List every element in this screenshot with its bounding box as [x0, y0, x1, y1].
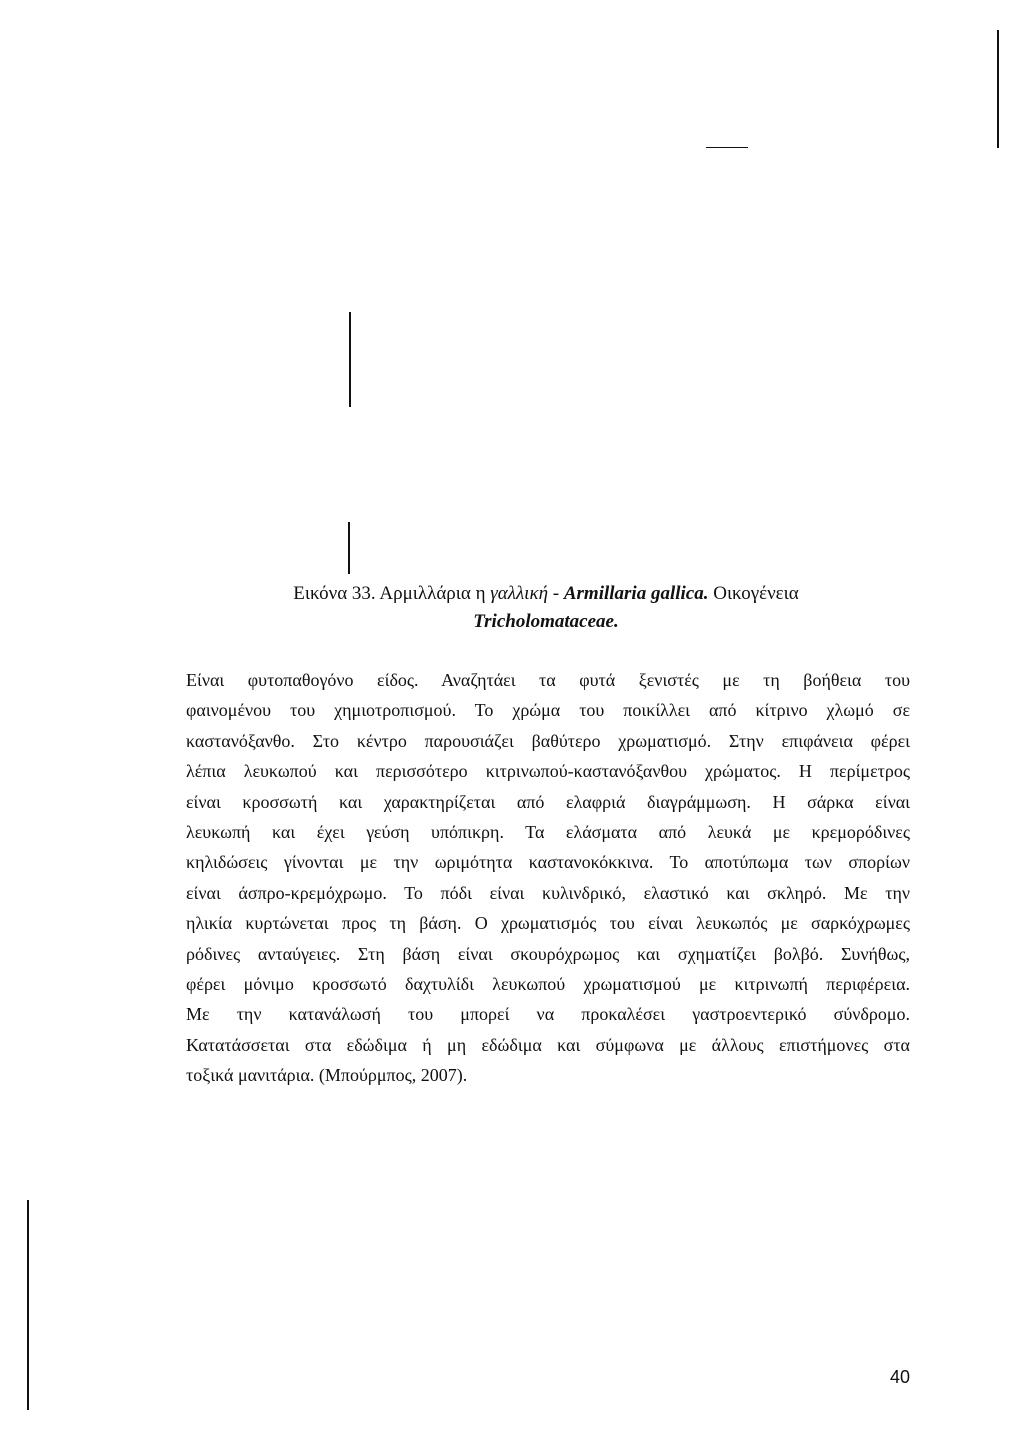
page-number: 40 [889, 1367, 910, 1387]
body-line: ρόδινες ανταύγειες. Στη βάση είναι σκουρόχρωμος και σχηματίζει βολβό. Συνήθως, [186, 943, 910, 964]
body-line: φέρει μόνιμο κροσσωτό δαχτυλίδι λευκωπού χρωματισμού με κιτρινωπή περιφέρεια. [186, 973, 910, 994]
caption-species: Armillaria gallica. [563, 583, 709, 604]
body-line: είναι άσπρο-κρεμόχρωμο. Το πόδι είναι κυλινδρικό, ελαστικό και σκληρό. Με την [186, 882, 910, 903]
body-line: φαινομένου του χημιοτροπισμού. Το χρώμα του ποικίλλει από κίτρινο χλωμό σε [186, 700, 910, 721]
body-line: Είναι φυτοπαθογόνο είδος. Αναζητάει τα φυτά ξενιστές με τη βοήθεια του [186, 670, 910, 690]
body-line: καστανόξανθο. Στο κέντρο παρουσιάζει βαθύτερο χρωματισμό. Στην επιφάνεια φέρει [186, 730, 910, 751]
caption-dash: - [548, 583, 564, 604]
caption-line-1 [186, 580, 906, 608]
figure-caption [186, 580, 906, 636]
caption-family: Tricholomataceae. [473, 611, 619, 632]
caption-prefix: Εικόνα 33. Αρμιλλάρια η [293, 583, 486, 604]
body-line: λέπια λευκωπού και περισσότερο κιτρινωπού-καστανόξανθου χρώματος. Η περίμετρος [186, 761, 910, 782]
body-line: ηλικία κυρτώνεται προς τη βάση. Ο χρωματισμός του είναι λευκωπός με σαρκόχρωμες [186, 913, 910, 934]
body-line: Με την κατανάλωσή του μπορεί να προκαλέσει γαστροεντερικό σύνδρομο. [186, 1004, 910, 1025]
scan-artifact-rule [348, 522, 350, 574]
body-line: κηλιδώσεις γίνονται με την ωριμότητα καστανοκόκκινα. Το αποτύπωμα των σπορίων [186, 852, 910, 873]
scan-artifact-rule [27, 1200, 29, 1410]
body-line: είναι κροσσωτή και χαρακτηρίζεται από ελαφριά διαγράμμωση. Η σάρκα είναι [186, 791, 910, 812]
caption-common-name: γαλλική [490, 583, 549, 604]
scan-artifact-rule [349, 312, 351, 407]
body-paragraph [186, 665, 910, 1090]
body-line: Κατατάσσεται στα εδώδιμα ή μη εδώδιμα και σύμφωνα με άλλους επιστήμονες στα [186, 1034, 910, 1055]
caption-family-label: Οικογένεια [708, 583, 799, 604]
scan-artifact-rule [997, 30, 999, 148]
body-line: λευκωπή και έχει γεύση υπόπικρη. Τα ελάσματα από λευκά με κρεμορόδινες [186, 821, 910, 842]
scan-artifact-rule [706, 147, 748, 148]
body-line: τοξικά μανιτάρια. (Μπούρμπος, 2007). [186, 1065, 468, 1086]
